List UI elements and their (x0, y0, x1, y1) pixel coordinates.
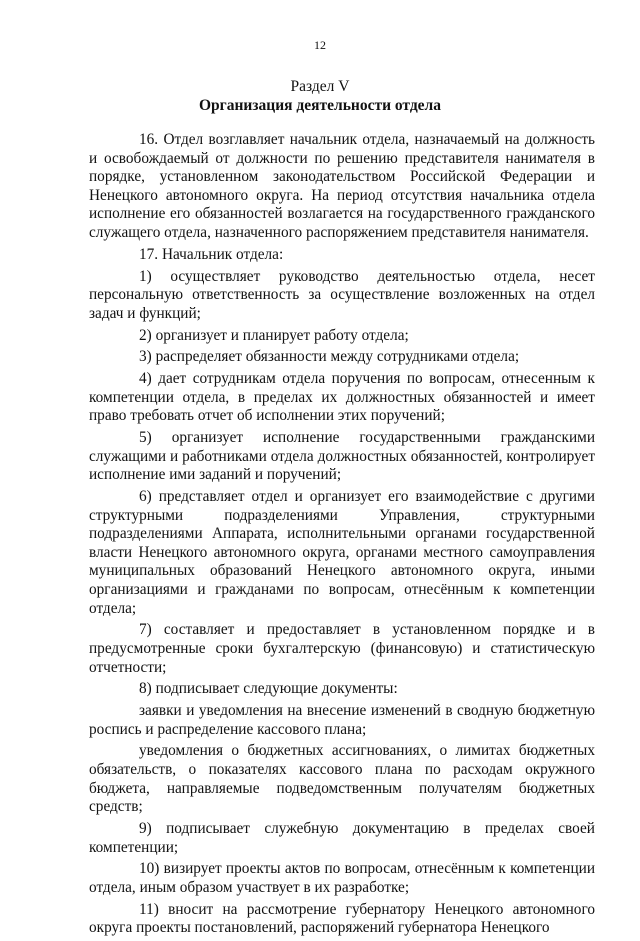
list-item-8-subitem-1: заявки и уведомления на внесение изменений в сводную бюджетную роспись и распределение кассового плана; (89, 702, 595, 738)
list-item-10: 10) визирует проекты актов по вопросам, отнесённым к компетенции отдела, иным образом участвует в их разработке; (89, 860, 595, 896)
list-item-9: 9) подписывает служебную документацию в пределах своей компетенции; (89, 820, 595, 856)
section-heading: Организация деятельности отдела (198, 97, 442, 114)
document-body (89, 131, 595, 941)
paragraph-16: 16. Отдел возглавляет начальник отдела, назначаемый на должность и освобождаемый от должности по решению представителя нанимателя в порядке, установленном законодательством Российской Федерации и Ненецкого автономного округа. На период отсутствия начальника отдела исполнение его обязанностей возлагается на государственного гражданского служащего отдела, назначенного распоряжением представителя нанимателя. (89, 131, 595, 241)
list-item-1: 1) осуществляет руководство деятельностью отдела, несет персональную ответственность за осуществление возложенных на отдел задач и функций; (89, 267, 595, 322)
page-number: 12 (314, 38, 326, 52)
list-item-7: 7) составляет и предоставляет в установленном порядке и в предусмотренные сроки бухгалтерскую (финансовую) и статистическую отчетности; (89, 621, 595, 676)
paragraph-17: 17. Начальник отдела: (139, 245, 284, 263)
list-item-4: 4) дает сотрудникам отдела поручения по вопросам, отнесенным к компетенции отдела, в пределах их должностных обязанностей и имеет право требовать отчет об исполнении этих поручений; (89, 370, 595, 425)
section-title: Раздел V (290, 78, 350, 95)
list-item-11: 11) вносит на рассмотрение губернатору Ненецкого автономного округа проекты постановлений, распоряжений губернатора Ненецкого (89, 900, 595, 937)
list-item-2: 2) организует и планирует работу отдела; (139, 326, 409, 344)
list-item-8: 8) подписывает следующие документы: (139, 680, 398, 698)
list-item-5: 5) организует исполнение государственными гражданскими служащими и работниками отдела должностных обязанностей, контролирует исполнение ими заданий и поручений; (89, 429, 595, 484)
list-item-6: 6) представляет отдел и организует его взаимодействие с другими структурными подразделениями Управления, структурными подразделениями Аппарата, исполнительными органами государственной власти Ненецкого автономного округа, органами местного самоуправления муниципальных образований Ненецкого автономного округа, иными организациями и гражданами по вопросам, отнесённым к компетенции отдела; (89, 488, 595, 617)
list-item-3: 3) распределяет обязанности между сотрудниками отдела; (139, 348, 520, 366)
list-item-8-subitem-2: уведомления о бюджетных ассигнованиях, о лимитах бюджетных обязательств, о показателях кассового плана по расходам окружного бюджета, направляемые подведомственным получателям бюджетных средств; (89, 742, 595, 816)
